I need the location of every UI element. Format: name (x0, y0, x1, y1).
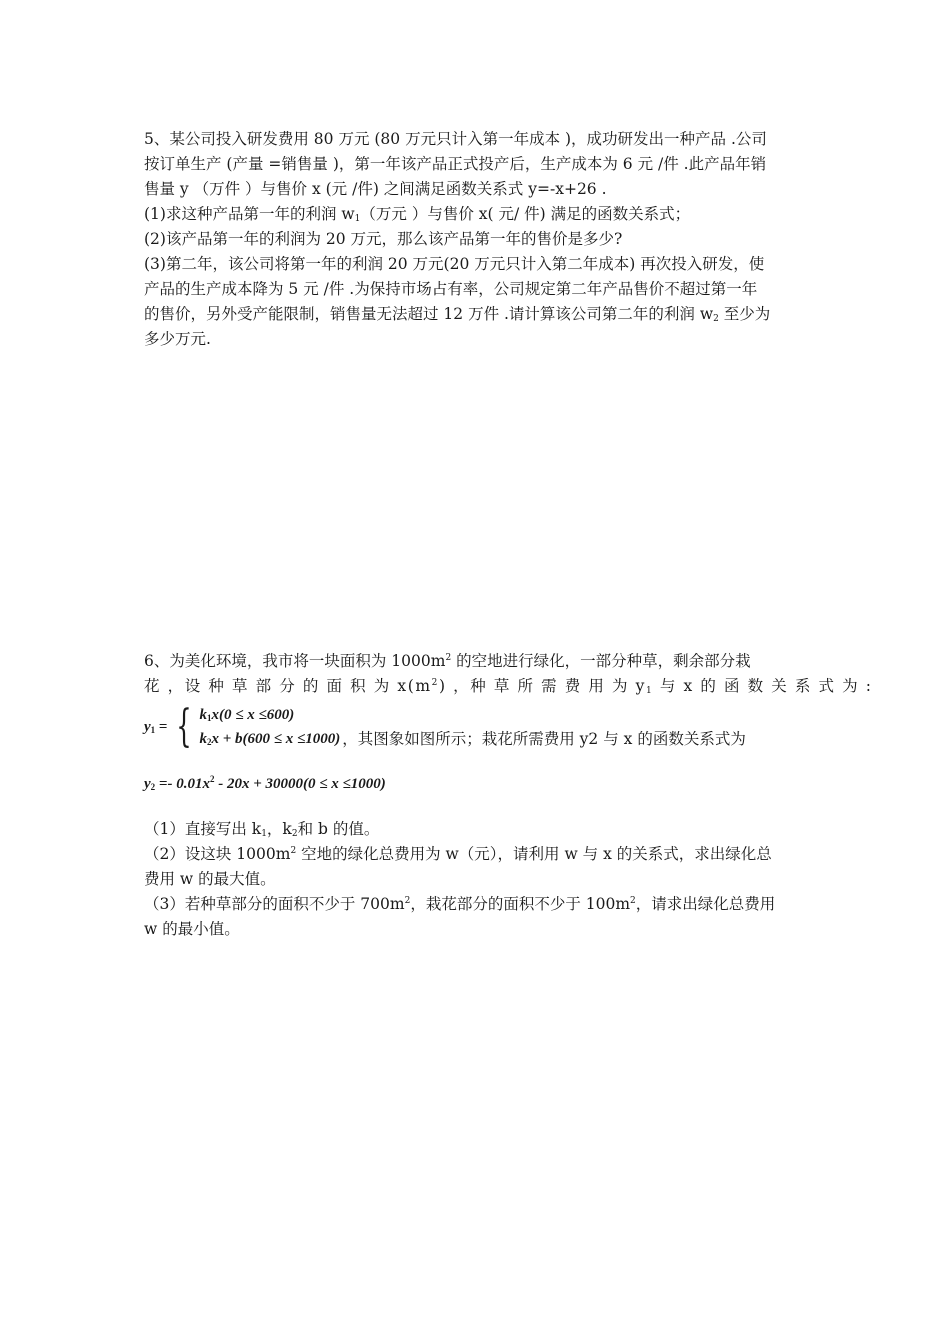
k2-subscript: 2 (206, 737, 212, 747)
p6-q1-b: ，k (266, 820, 292, 838)
problem-5-question-3-line-3 (144, 302, 808, 327)
y1-equals: = (155, 718, 168, 735)
problem-5-question-2: (2)该产品第一年的利润为 20 万元，那么该产品第一年的售价是多少? (144, 230, 623, 248)
case-1 (199, 703, 340, 727)
problem-6-question-3-line-1 (144, 892, 808, 917)
p6-q2-b: 空地的绿化总费用为 w（元），请利用 w 与 x 的关系式，求出绿化总 (296, 845, 772, 863)
p6-q1-a: （1）直接写出 k (144, 820, 262, 838)
problem-6-question-3-line-2: w 的最小值。 (144, 920, 240, 938)
q1-prefix: (1)求这种产品第一年的利润 w (144, 205, 355, 223)
after-cases-text: ，其图象如图所示；栽花所需费用 y2 与 x 的函数关系式为 (342, 729, 746, 748)
y1-subscript: 1 (646, 686, 654, 696)
p6-q1-c: 和 b 的值。 (297, 820, 380, 838)
problem-6-question-2-line-1 (144, 842, 808, 867)
problem-5-question-3-line-1: (3)第二年，该公司将第一年的利润 20 万元(20 万元只计入第二年成本) 再次投入研发，使 (144, 255, 765, 273)
q3-line3-prefix: 的售价，另外受产能限制，销售量无法超过 12 万件 .请计算该公司第二年的利润 w (144, 305, 714, 323)
k2-subscript-text: 2 (291, 829, 298, 839)
problem-6 (144, 649, 873, 942)
problem-5-line-2: 按订单生产 (产量 =销售量 )，第一年该产品正式投产后，生产成本为 6 元 /件 .此产品年销 (144, 155, 767, 173)
case-1-expression: x(0 ≤ x ≤600) (211, 707, 295, 723)
k2-symbol: k (199, 731, 207, 747)
p6-q3-a: （3）若种草部分的面积不少于 700m (144, 895, 405, 913)
problem-5-line-1: 5、某公司投入研发费用 80 万元 (80 万元只计入第一年成本 )，成功研发出一种产品 .公司 (144, 130, 767, 148)
p6-line2-b: ) ，种 草 所 需 费 用 为 y (439, 677, 647, 695)
problem-5-question-1 (144, 202, 808, 227)
p6-q3-b: ，栽花部分的面积不少于 100m (410, 895, 631, 913)
m2-superscript: 2 (290, 846, 297, 856)
problem-5-line-3: 售量 y （万件 ）与售价 x (元 /件) 之间满足函数关系式 y=-x+26 . (144, 180, 607, 198)
problem-6-line-2 (144, 674, 873, 699)
problem-5 (144, 127, 808, 352)
q1-suffix: （万元 ）与售价 x( 元/ 件) 满足的函数关系式； (360, 205, 691, 223)
p6-q2-a: （2）设这块 1000m (144, 845, 291, 863)
k1-symbol: k (199, 707, 207, 723)
y1-piecewise-formula (144, 701, 808, 753)
p6-line1-a: 6、为美化环境，我市将一块面积为 1000m (144, 652, 446, 670)
problem-5-question-3-line-2: 产品的生产成本降为 5 元 /件 .为保持市场占有率，公司规定第二年产品售价不超过第一年 (144, 280, 758, 298)
w2-subscript: 2 (713, 314, 719, 324)
y2-formula (144, 769, 808, 799)
y2-expression-a: =- 0.01x (155, 776, 210, 792)
y2-symbol: y (144, 776, 151, 792)
m2-superscript: 2 (404, 896, 411, 906)
problem-6-question-1 (144, 817, 808, 842)
p6-line2-a: 花 ，设 种 草 部 分 的 面 积 为 x(m (144, 677, 432, 695)
spacer (144, 799, 808, 817)
problem-6-question-2-line-2: 费用 w 的最大值。 (144, 870, 276, 888)
m2-superscript: 2 (630, 896, 636, 906)
y2-expression-b: - 20x + 30000(0 ≤ x ≤1000) (214, 776, 386, 792)
case-2 (199, 727, 340, 751)
m2-superscript: 2 (431, 678, 439, 688)
x-squared-superscript: 2 (209, 774, 215, 784)
y1-lhs-subscript: 1 (150, 724, 156, 735)
w1-subscript: 1 (354, 214, 361, 224)
p6-line2-c: 与 x 的 函 数 关 系 式 为 : (653, 677, 873, 695)
case-2-expression: x + b(600 ≤ x ≤1000) (211, 731, 341, 747)
problem-5-question-3-line-4: 多少万元. (144, 330, 211, 348)
k1-subscript: 1 (206, 713, 212, 723)
y2-subscript: 2 (150, 782, 156, 792)
problem-6-line-1 (144, 649, 808, 674)
p6-q3-c: ，请求出绿化总费用 (635, 895, 776, 913)
y1-lhs (144, 715, 167, 740)
m2-superscript: 2 (445, 653, 452, 663)
k1-subscript-text: 1 (261, 829, 267, 839)
q3-line3-suffix: 至少为 (718, 305, 771, 323)
p6-line1-b: 的空地进行绿化，一部分种草，剩余部分栽 (451, 652, 751, 670)
piecewise-cases (199, 703, 340, 751)
y1-symbol: y (144, 718, 151, 735)
left-brace-icon: { (176, 701, 193, 752)
